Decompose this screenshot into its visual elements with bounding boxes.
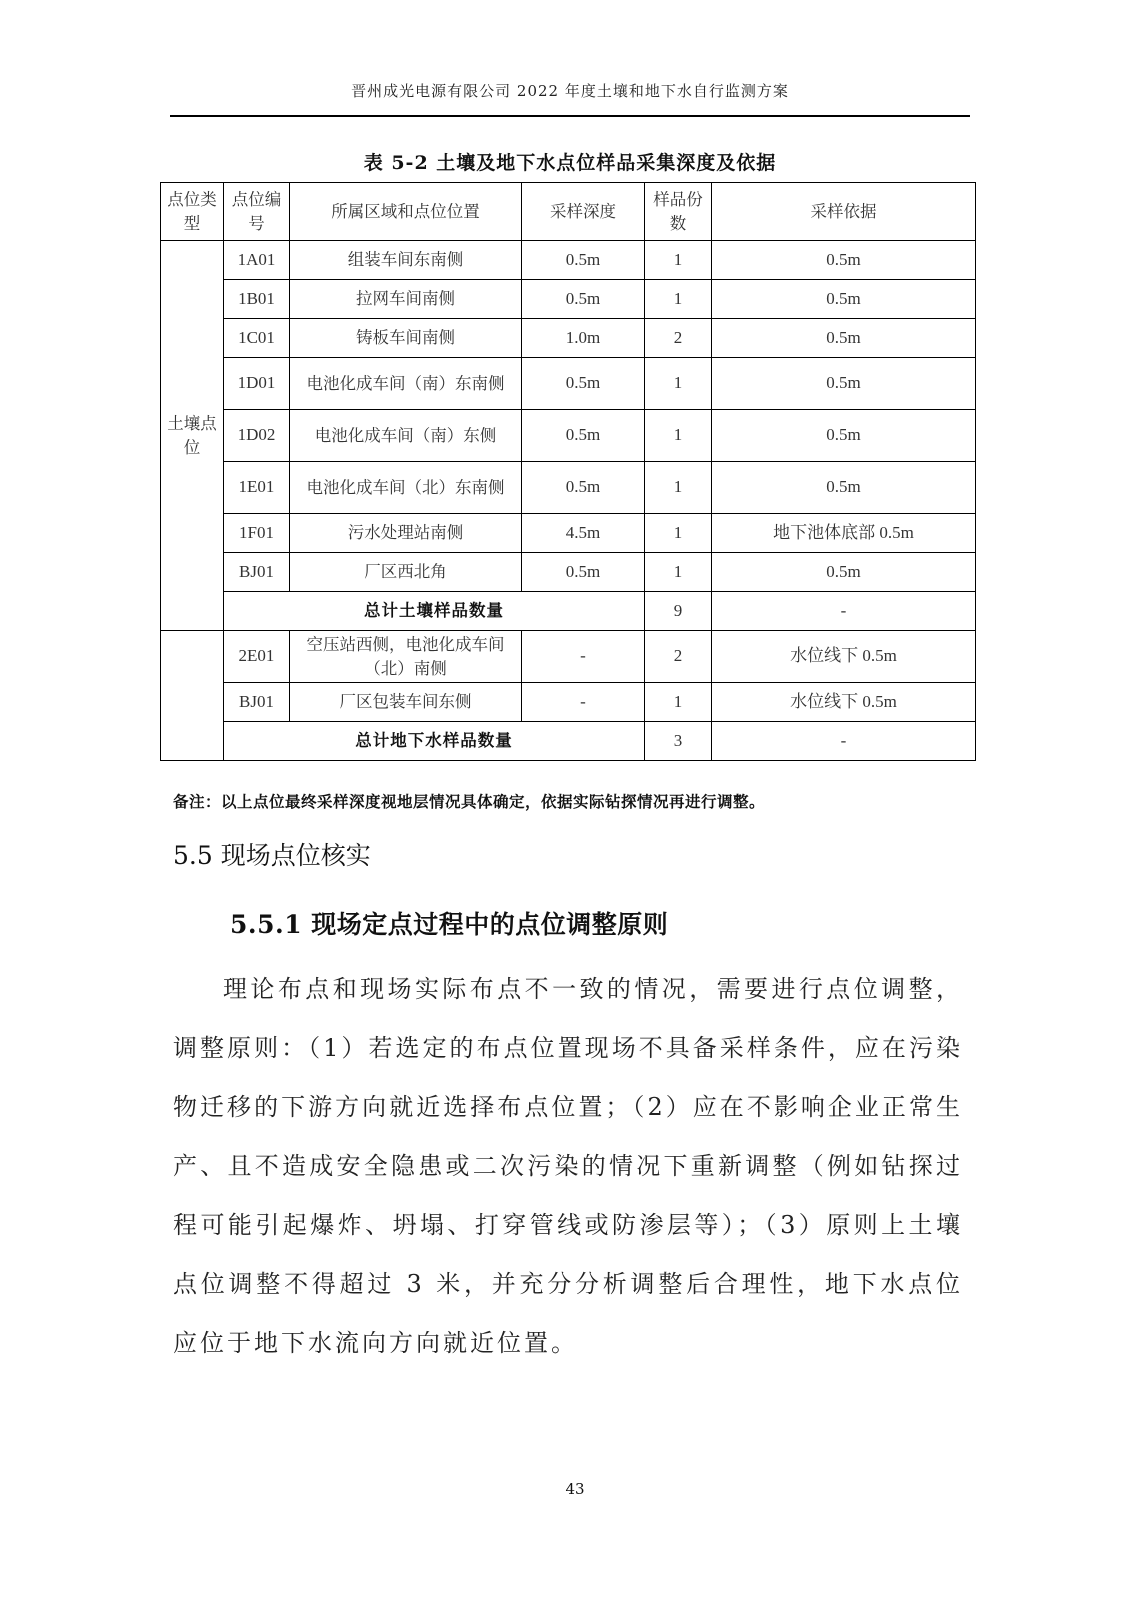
sampling-depth: -: [522, 631, 645, 683]
sampling-basis: 0.5m: [712, 553, 976, 592]
point-location: 污水处理站南侧: [290, 514, 522, 553]
sampling-basis: 0.5m: [712, 410, 976, 462]
sampling-basis: 0.5m: [712, 280, 976, 319]
sampling-depth: 0.5m: [522, 410, 645, 462]
header-cell: 样品份数: [645, 183, 712, 241]
header-rule: [170, 115, 970, 117]
table-note: 备注：以上点位最终采样深度视地层情况具体确定，依据实际钻探情况再进行调整。: [173, 792, 766, 811]
sampling-basis: 水位线下 0.5m: [712, 631, 976, 683]
point-location: 拉网车间南侧: [290, 280, 522, 319]
table-row: [161, 319, 976, 358]
sample-count: 1: [645, 514, 712, 553]
header-cell: 所属区域和点位位置: [290, 183, 522, 241]
table-row: [161, 462, 976, 514]
sampling-table: [160, 182, 976, 761]
sampling-basis: 水位线下 0.5m: [712, 683, 976, 722]
sample-count: 1: [645, 410, 712, 462]
page-number: 43: [565, 1480, 585, 1498]
table-row: [161, 241, 976, 280]
point-location: 空压站西侧，电池化成车间（北）南侧: [290, 631, 522, 683]
point-id: 1D01: [224, 358, 290, 410]
point-id: 1A01: [224, 241, 290, 280]
point-id: 1C01: [224, 319, 290, 358]
groundwater-total-basis: -: [712, 722, 976, 761]
sample-count: 1: [645, 553, 712, 592]
sampling-basis: 0.5m: [712, 319, 976, 358]
sample-count: 1: [645, 462, 712, 514]
sampling-basis: 0.5m: [712, 462, 976, 514]
soil-total-row: [161, 592, 976, 631]
sample-count: 1: [645, 241, 712, 280]
soil-group-cell: 土壤点位: [161, 241, 224, 631]
point-id: 1D02: [224, 410, 290, 462]
point-location: 厂区西北角: [290, 553, 522, 592]
sample-count: 2: [645, 631, 712, 683]
point-location: 电池化成车间（南）东侧: [290, 410, 522, 462]
sampling-depth: 0.5m: [522, 358, 645, 410]
sampling-basis: 0.5m: [712, 358, 976, 410]
subsection-heading: 5.5.1 现场定点过程中的点位调整原则: [230, 910, 669, 939]
body-paragraph: 理论布点和现场实际布点不一致的情况，需要进行点位调整，调整原则：（1）若选定的布点位置现场不具备采样条件，应在污染物迁移的下游方向就近选择布点位置；（2）应在不影响企业正常生产、且不造成安全隐患或二次污染的情况下重新调整（例如钻探过程可能引起爆炸、坍塌、打穿管线或防渗层等）；（3）原则上土壤点位调整不得超过 3 米，并充分分析调整后合理性，地下水点位应位于地下水流向方向就近位置。: [173, 975, 963, 1357]
point-id: 1E01: [224, 462, 290, 514]
point-location: 组装车间东南侧: [290, 241, 522, 280]
groundwater-total-row: [161, 722, 976, 761]
point-id: BJ01: [224, 553, 290, 592]
sampling-depth: 0.5m: [522, 462, 645, 514]
point-location: 电池化成车间（北）东南侧: [290, 462, 522, 514]
point-location: 厂区包装车间东侧: [290, 683, 522, 722]
table-title: 表 5-2 土壤及地下水点位样品采集深度及依据: [363, 152, 777, 174]
table-row: [161, 358, 976, 410]
table-row: [161, 410, 976, 462]
sampling-depth: 0.5m: [522, 280, 645, 319]
table-row: [161, 631, 976, 683]
sampling-depth: 4.5m: [522, 514, 645, 553]
point-id: 1F01: [224, 514, 290, 553]
sample-count: 1: [645, 358, 712, 410]
sampling-depth: 1.0m: [522, 319, 645, 358]
sampling-basis: 地下池体底部 0.5m: [712, 514, 976, 553]
section-heading: 5.5 现场点位核实: [173, 841, 371, 870]
table-row: [161, 514, 976, 553]
point-id: BJ01: [224, 683, 290, 722]
sample-count: 2: [645, 319, 712, 358]
table-row: [161, 280, 976, 319]
header-cell: 采样深度: [522, 183, 645, 241]
soil-total-label: 总计土壤样品数量: [224, 592, 645, 631]
page-header: 晋州成光电源有限公司 2022 年度土壤和地下水自行监测方案: [351, 82, 789, 100]
table-header-row: [161, 183, 976, 241]
table-row: [161, 683, 976, 722]
header-cell: 采样依据: [712, 183, 976, 241]
point-id: 1B01: [224, 280, 290, 319]
point-location: 铸板车间南侧: [290, 319, 522, 358]
sample-count: 1: [645, 280, 712, 319]
sampling-basis: 0.5m: [712, 241, 976, 280]
groundwater-total-count: 3: [645, 722, 712, 761]
groundwater-group-cell: [161, 631, 224, 761]
table-row: [161, 553, 976, 592]
sampling-depth: -: [522, 683, 645, 722]
point-location: 电池化成车间（南）东南侧: [290, 358, 522, 410]
sample-count: 1: [645, 683, 712, 722]
sampling-depth: 0.5m: [522, 241, 645, 280]
header-cell: 点位类型: [161, 183, 224, 241]
soil-total-basis: -: [712, 592, 976, 631]
point-id: 2E01: [224, 631, 290, 683]
header-cell: 点位编号: [224, 183, 290, 241]
soil-total-count: 9: [645, 592, 712, 631]
groundwater-total-label: 总计地下水样品数量: [224, 722, 645, 761]
sampling-depth: 0.5m: [522, 553, 645, 592]
